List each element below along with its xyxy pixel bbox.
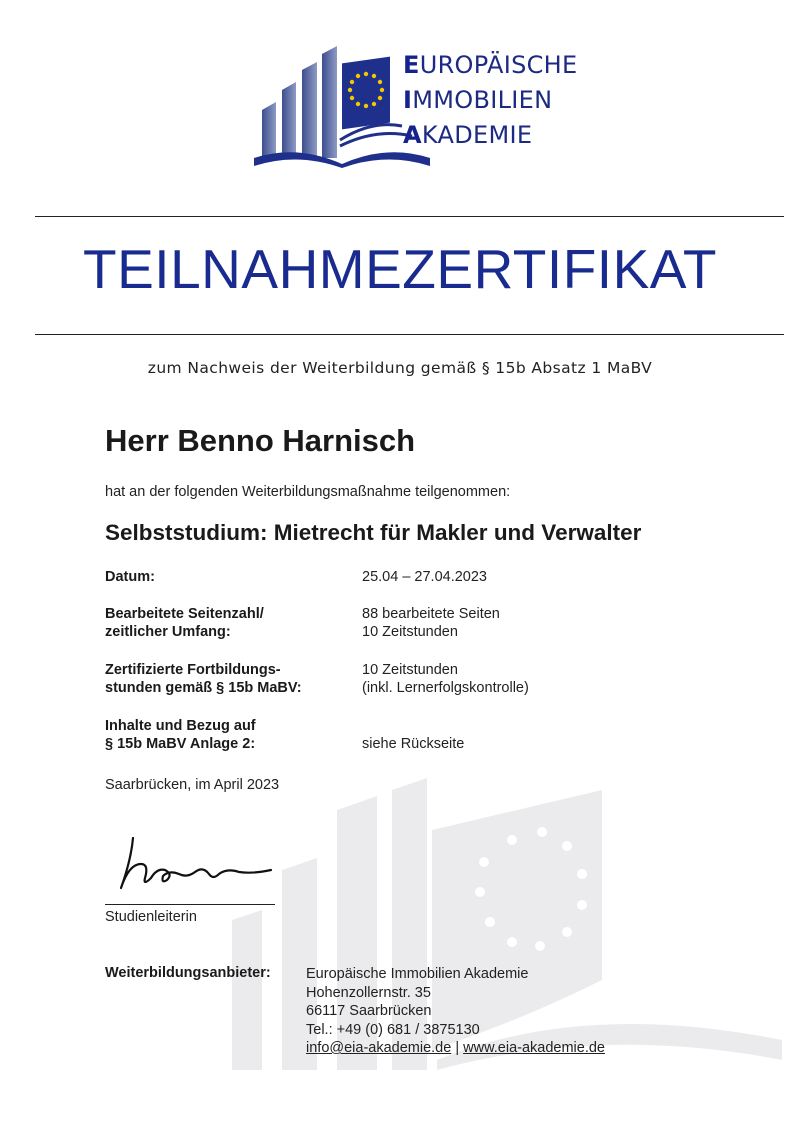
logo-word: KADEMIE bbox=[421, 121, 533, 149]
provider-label: Weiterbildungsanbieter: bbox=[105, 965, 271, 981]
provider-name: Europäische Immobilien Akademie bbox=[306, 966, 529, 982]
provider-phone: Tel.: +49 (0) 681 / 3875130 bbox=[306, 1021, 480, 1038]
course-title: Selbststudium: Mietrecht für Makler und Verwalter bbox=[105, 520, 642, 545]
signature-line bbox=[105, 904, 275, 905]
link-separator: | bbox=[451, 1040, 464, 1056]
top-divider bbox=[35, 216, 784, 217]
detail-label-content: Inhalte und Bezug auf § 15b MaBV Anlage 2: bbox=[105, 718, 256, 752]
place-and-date: Saarbrücken, im April 2023 bbox=[105, 777, 280, 793]
provider-street: Hohenzollernstr. 35 bbox=[306, 984, 431, 1001]
provider-website-link[interactable]: www.eia-akademie.de bbox=[463, 1040, 605, 1056]
certificate-title: TEILNAHMEZERTIFIKAT bbox=[83, 238, 717, 300]
provider-email-link[interactable]: info@eia-akademie.de bbox=[306, 1040, 452, 1056]
building-bars bbox=[262, 46, 337, 158]
certificate-subtitle: zum Nachweis der Weiterbildung gemäß § 15b Absatz 1 MaBV bbox=[147, 359, 653, 377]
detail-label-hours: Zertifizierte Fortbildungs- stunden gemäß § 15b MaBV: bbox=[105, 662, 302, 696]
detail-value-date: 25.04 – 27.04.2023 bbox=[362, 569, 487, 585]
detail-label-date: Datum: bbox=[105, 569, 155, 585]
detail-value-hours: 10 Zeitstunden (inkl. Lernerfolgskontrolle) bbox=[362, 662, 529, 696]
participant-name: Herr Benno Harnisch bbox=[105, 423, 416, 458]
detail-value-pages: 88 bearbeitete Seiten 10 Zeitstunden bbox=[362, 606, 500, 640]
signature-label: Studienleiterin bbox=[105, 909, 197, 925]
academy-logo-text bbox=[403, 48, 577, 153]
provider-links bbox=[306, 1039, 605, 1058]
detail-value-content: siehe Rückseite bbox=[362, 736, 465, 752]
provider-address bbox=[306, 965, 605, 1058]
provider-city: 66117 Saarbrücken bbox=[306, 1003, 432, 1019]
bottom-divider bbox=[35, 334, 784, 335]
intro-text: hat an der folgenden Weiterbildungsmaßnahme teilgenommen: bbox=[105, 484, 511, 500]
handwritten-signature bbox=[115, 830, 285, 900]
detail-label-pages: Bearbeitete Seitenzahl/ zeitlicher Umfang: bbox=[105, 606, 264, 640]
logo-word: MMOBILIEN bbox=[412, 86, 553, 114]
logo-initial: I bbox=[403, 86, 413, 114]
logo-word: UROPÄISCHE bbox=[419, 51, 578, 79]
logo-initial: A bbox=[403, 121, 422, 149]
logo-initial: E bbox=[403, 51, 420, 79]
